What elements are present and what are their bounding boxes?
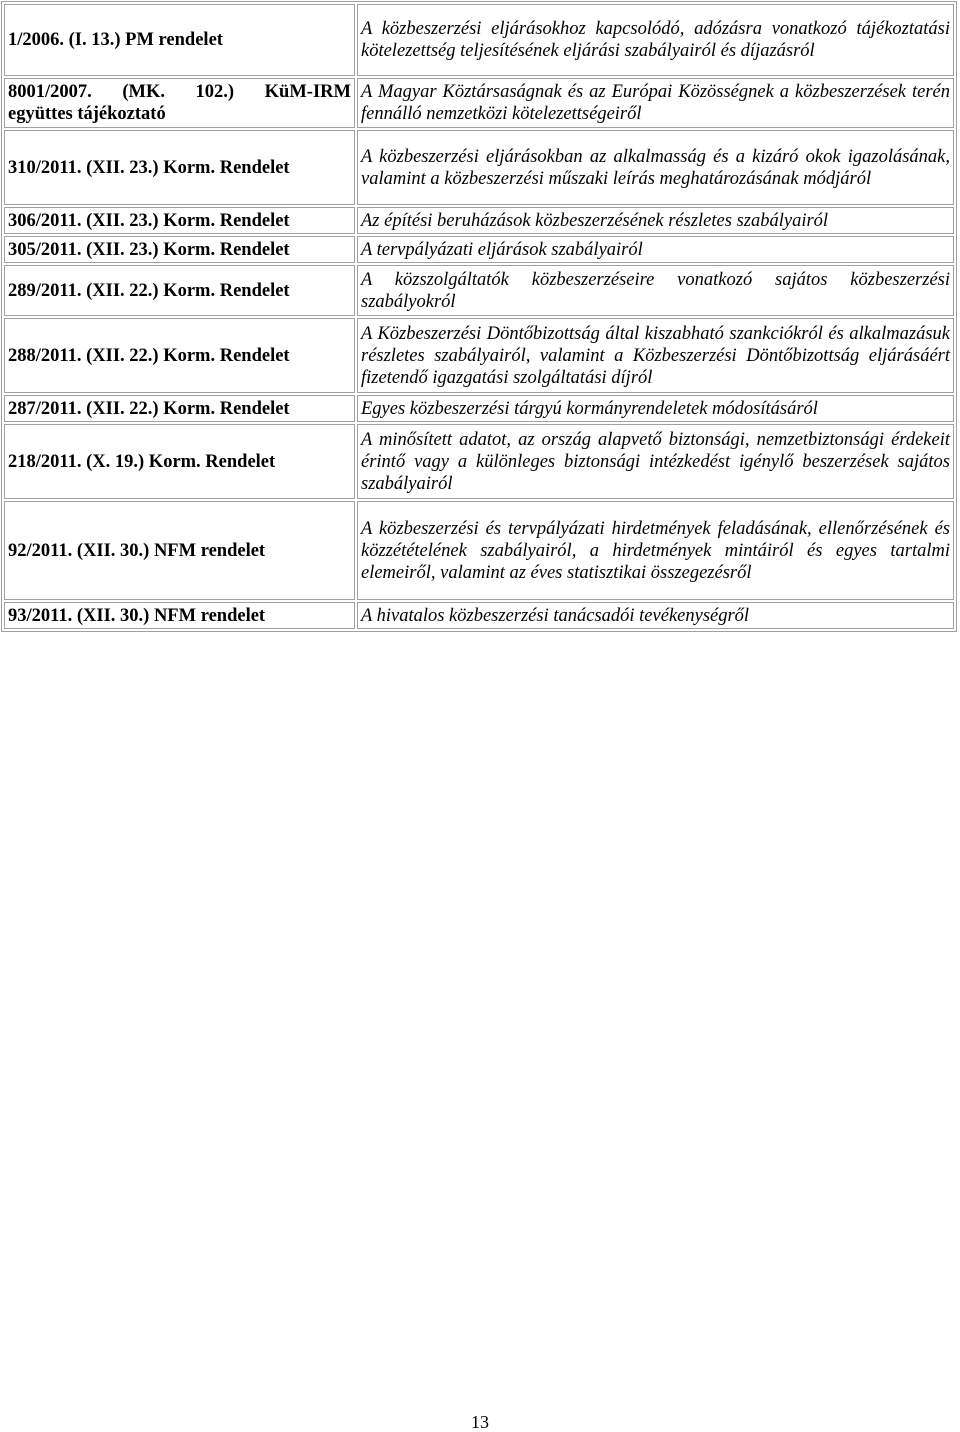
- table-row: [4, 265, 954, 316]
- table-row: [4, 78, 954, 128]
- table-row: [4, 207, 954, 234]
- regulation-description: A közbeszerzési eljárásokban az alkalmasság és a kizáró okok igazolásának, valamint a közbeszerzési műszaki leírás meghatározásának módjáról: [357, 130, 954, 205]
- page-number: 13: [471, 1412, 489, 1432]
- regulation-description: A hivatalos közbeszerzési tanácsadói tevékenységről: [357, 602, 954, 629]
- regulation-reference: 218/2011. (X. 19.) Korm. Rendelet: [4, 424, 355, 499]
- regulation-reference-line: együttes tájékoztató: [8, 104, 166, 124]
- table-row: [4, 395, 954, 422]
- regulation-reference: 310/2011. (XII. 23.) Korm. Rendelet: [4, 130, 355, 205]
- table-row: [4, 602, 954, 629]
- regulation-description: A közszolgáltatók közbeszerzéseire vonatkozó sajátos közbeszerzési szabályokról: [357, 265, 954, 316]
- regulation-reference: 287/2011. (XII. 22.) Korm. Rendelet: [4, 395, 355, 422]
- regulation-description: A közbeszerzési eljárásokhoz kapcsolódó, adózásra vonatkozó tájékoztatási kötelezettség teljesítésének eljárási szabályairól és díjazásról: [357, 4, 954, 76]
- regulation-description: A tervpályázati eljárások szabályairól: [357, 236, 954, 263]
- regulation-reference: 288/2011. (XII. 22.) Korm. Rendelet: [4, 318, 355, 393]
- regulation-description: A közbeszerzési és tervpályázati hirdetmények feladásának, ellenőrzésének és közzétételének szabályairól, a hirdetmények mintáiról és egyes tartalmi elemeiről, valamint az éves statisztikai összegezésről: [357, 501, 954, 600]
- regulation-reference: [4, 78, 355, 128]
- regulation-reference: 93/2011. (XII. 30.) NFM rendelet: [4, 602, 355, 629]
- table-row: [4, 236, 954, 263]
- regulation-description: Az építési beruházások közbeszerzésének részletes szabályairól: [357, 207, 954, 234]
- regulations-table: [1, 1, 957, 632]
- regulation-reference: 305/2011. (XII. 23.) Korm. Rendelet: [4, 236, 355, 263]
- regulation-description: A minősített adatot, az ország alapvető biztonsági, nemzetbiztonsági érdekeit érintő vagy a különleges biztonsági intézkedést igénylő beszerzések sajátos szabályairól: [357, 424, 954, 499]
- table-row: [4, 4, 954, 76]
- table-row: [4, 318, 954, 393]
- table-row: [4, 424, 954, 499]
- table-row: [4, 130, 954, 205]
- regulation-description: Egyes közbeszerzési tárgyú kormányrendeletek módosításáról: [357, 395, 954, 422]
- regulation-description: A Magyar Köztársaságnak és az Európai Közösségnek a közbeszerzések terén fennálló nemzetközi kötelezettségeiről: [357, 78, 954, 128]
- regulation-description: A Közbeszerzési Döntőbizottság által kiszabható szankciókról és alkalmazásuk részletes szabályairól, valamint a Közbeszerzési Döntőbizottság eljárásáért fizetendő igazgatási szolgáltatási díjról: [357, 318, 954, 393]
- regulation-reference-line: 8001/2007. (MK. 102.) KüM-IRM: [8, 82, 351, 102]
- regulation-reference: 1/2006. (I. 13.) PM rendelet: [4, 4, 355, 76]
- table-row: [4, 501, 954, 600]
- regulation-reference: 92/2011. (XII. 30.) NFM rendelet: [4, 501, 355, 600]
- regulation-reference: 306/2011. (XII. 23.) Korm. Rendelet: [4, 207, 355, 234]
- regulation-reference: 289/2011. (XII. 22.) Korm. Rendelet: [4, 265, 355, 316]
